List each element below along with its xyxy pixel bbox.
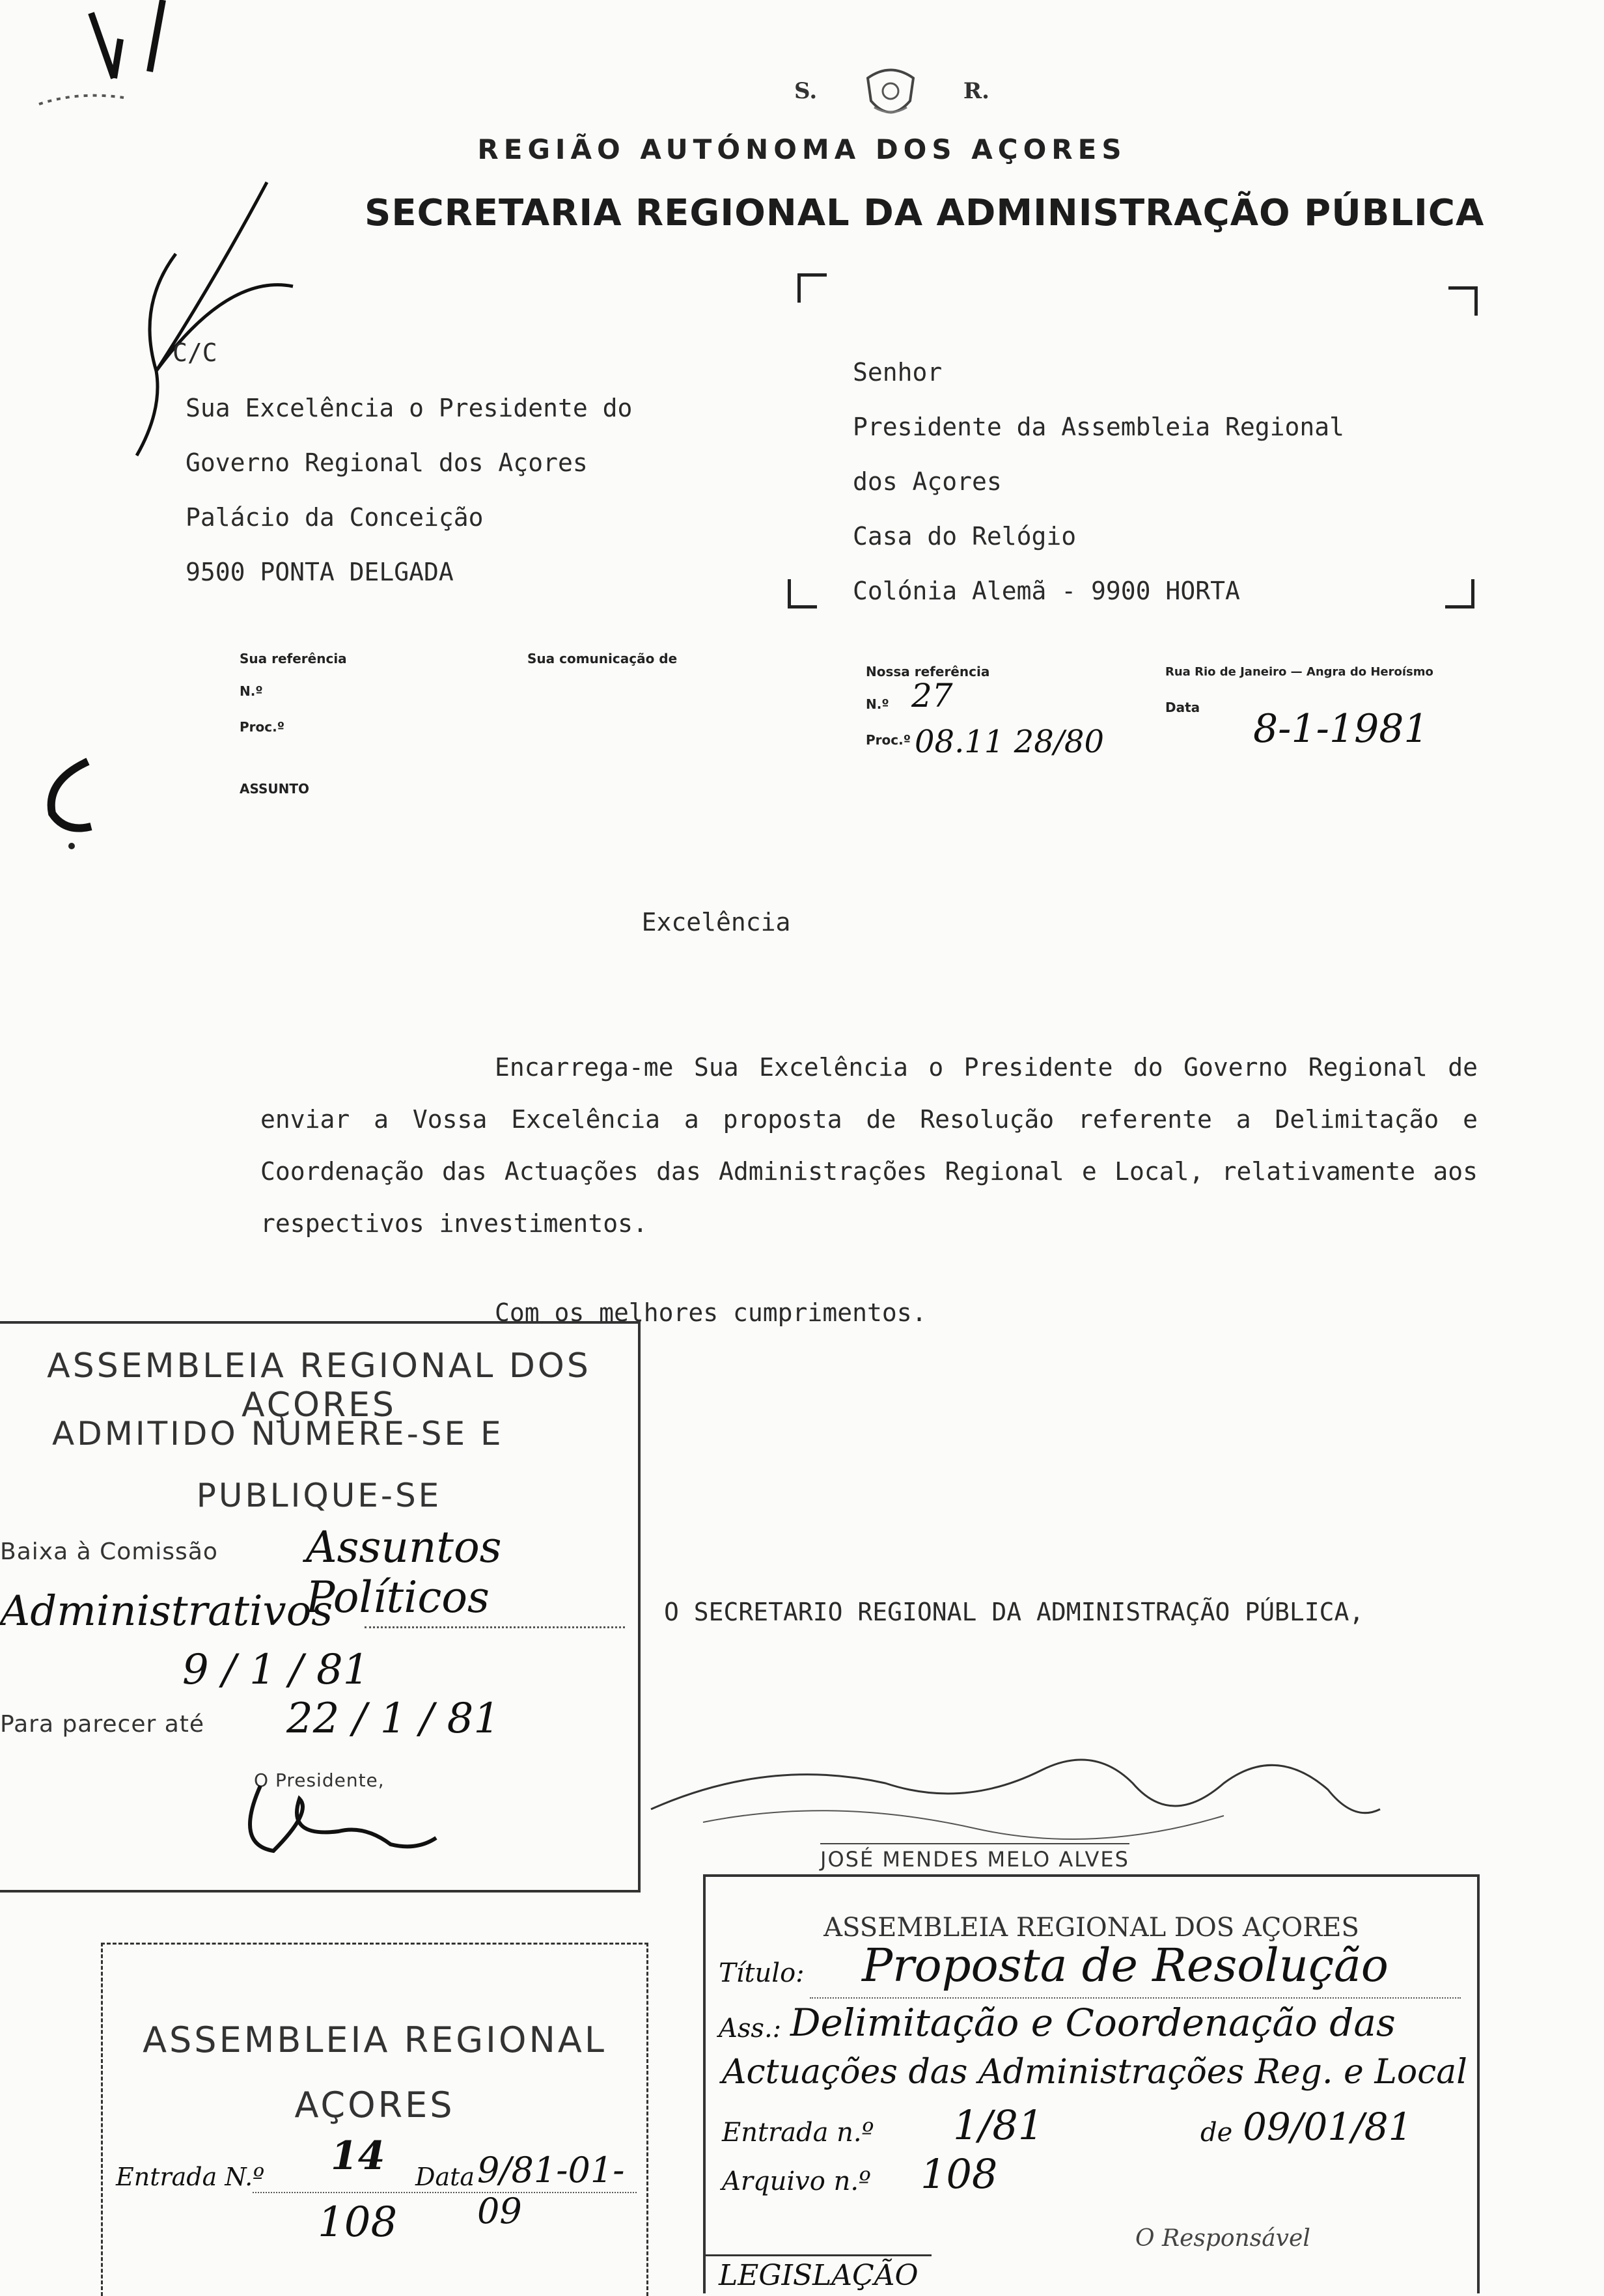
sua-referencia-label: Sua referência [240, 651, 347, 666]
cc-prefix: C/C [173, 338, 217, 367]
admission-stamp-title: ASSEMBLEIA REGIONAL DOS AÇORES [47, 1346, 591, 1425]
registry-stamp-title: ASSEMBLEIA REGIONAL DOS AÇORES [823, 1913, 1359, 1943]
window-bracket-bottom-right [1445, 579, 1474, 608]
window-bracket-bottom-left [788, 579, 817, 608]
registry-titulo-line [810, 1997, 1461, 1999]
cc-line: Governo Regional dos Açores [186, 448, 588, 477]
recipient-line: dos Açores [853, 467, 1002, 496]
closing: Com os melhores cumprimentos. [495, 1298, 927, 1327]
registry-ass-value-2: Actuações das Administrações Reg. e Local [722, 2053, 1467, 2092]
registry-titulo-value: Proposta de Resolução [862, 1939, 1389, 1992]
sua-no-label: N.º [240, 683, 263, 699]
cc-line: Palácio da Conceição [186, 503, 484, 532]
entry-entrada-label: Entrada N.º [116, 2163, 265, 2191]
entry-dotted-line [253, 2192, 637, 2193]
registry-responsavel-label: O Responsável [1135, 2225, 1310, 2252]
admission-stamp-line1: ADMITIDO NUMERE-SE E [52, 1415, 504, 1453]
admission-stamp [0, 1321, 641, 1893]
admission-president-label: O Presidente, [254, 1770, 385, 1791]
entry-data-label: Data [415, 2163, 475, 2191]
nossa-proc-value: 08.11 28/80 [915, 724, 1104, 760]
admission-comissao-value-1: Assuntos Políticos [306, 1522, 502, 1622]
admission-baixa-label: Baixa à Comissão [0, 1538, 218, 1565]
registry-entrada-label: Entrada n.º [722, 2118, 874, 2148]
cc-address [186, 394, 632, 612]
data-label: Data [1165, 700, 1200, 715]
sua-proc-label: Proc.º [240, 719, 284, 735]
salutation: Excelência [641, 908, 791, 936]
admission-comissao-value-2: Administrativos [0, 1587, 333, 1635]
r-letter: R. [963, 78, 989, 104]
signature-title: O SECRETARIO REGIONAL DA ADMINISTRAÇÃO PÚBLICA, [664, 1598, 1364, 1626]
nossa-referencia-label: Nossa referência [866, 664, 990, 679]
corner-marks [0, 0, 208, 156]
letter-body: Encarrega-me Sua Excelência o Presidente do Governo Regional de enviar a Vossa Excelência a proposta de Resolução referente a Delimitação e Coordenação das Actuações das Administrações Regional e Local, relativamente aos respectivos investimentos. [260, 1053, 1478, 1238]
registry-de-value: 09/01/81 [1243, 2105, 1413, 2149]
cc-line: Sua Excelência o Presidente do [186, 394, 633, 422]
admission-date-value: 9 / 1 / 81 [182, 1646, 370, 1694]
recipient-line: Casa do Relógio [853, 522, 1077, 551]
address-label: Rua Rio de Janeiro — Angra do Heroísmo [1165, 665, 1433, 679]
registry-de-label: de [1200, 2118, 1233, 2148]
entry-stamp-line1: ASSEMBLEIA REGIONAL [143, 2019, 607, 2060]
window-bracket-top-right [1448, 286, 1478, 316]
recipient-address [853, 358, 1344, 631]
registry-legislacao-label: LEGISLAÇÃO [706, 2254, 932, 2292]
entry-stamp-line2: AÇORES [294, 2084, 455, 2125]
registry-arquivo-label: Arquivo n.º [722, 2166, 871, 2196]
entry-extra-value: 108 [318, 2198, 398, 2247]
entry-entrada-value: 14 [331, 2133, 385, 2179]
registry-stamp [703, 1874, 1480, 2293]
recipient-line: Presidente da Assembleia Regional [853, 413, 1344, 441]
registry-titulo-label: Título: [719, 1958, 805, 1988]
cc-line: 9500 PONTA DELGADA [186, 558, 454, 586]
sua-comunicacao-label: Sua comunicação de [527, 651, 678, 666]
admission-dotted-line [365, 1626, 625, 1628]
registry-entrada-value: 1/81 [953, 2101, 1044, 2149]
nossa-no-value: 27 [911, 677, 953, 715]
nossa-proc-label: Proc.º [866, 732, 911, 748]
admission-stamp-line2: PUBLIQUE-SE [196, 1477, 442, 1514]
header-seal-row [794, 62, 989, 120]
window-bracket-top-left [797, 273, 827, 303]
data-value: 8-1-1981 [1253, 706, 1429, 752]
assunto-label: ASSUNTO [240, 781, 310, 797]
punch-hole-mark [33, 755, 104, 853]
admission-president-signature [221, 1773, 443, 1870]
recipient-line: Colónia Alemã - 9900 HORTA [853, 577, 1240, 605]
region-heading: REGIÃO AUTÓNOMA DOS AÇORES [477, 133, 1127, 165]
recipient-line: Senhor [853, 358, 943, 387]
coat-of-arms-icon [855, 62, 926, 120]
entry-data-value: 9/81-01-09 [477, 2150, 625, 2232]
signatory-name: JOSÉ MENDES MELO ALVES [820, 1843, 1129, 1872]
registry-arquivo-value: 108 [920, 2150, 998, 2198]
secretariat-heading: SECRETARIA REGIONAL DA ADMINISTRAÇÃO PÚBLICA [365, 192, 1485, 234]
admission-parecer-value: 22 / 1 / 81 [286, 1695, 501, 1743]
admission-parecer-label: Para parecer até [0, 1711, 205, 1738]
entry-stamp [101, 1943, 648, 2296]
registry-ass-label: Ass.: [719, 2014, 782, 2043]
nossa-no-label: N.º [866, 696, 889, 712]
registry-ass-value-1: Delimitação e Coordenação das [790, 2001, 1396, 2045]
s-letter: S. [794, 78, 818, 104]
